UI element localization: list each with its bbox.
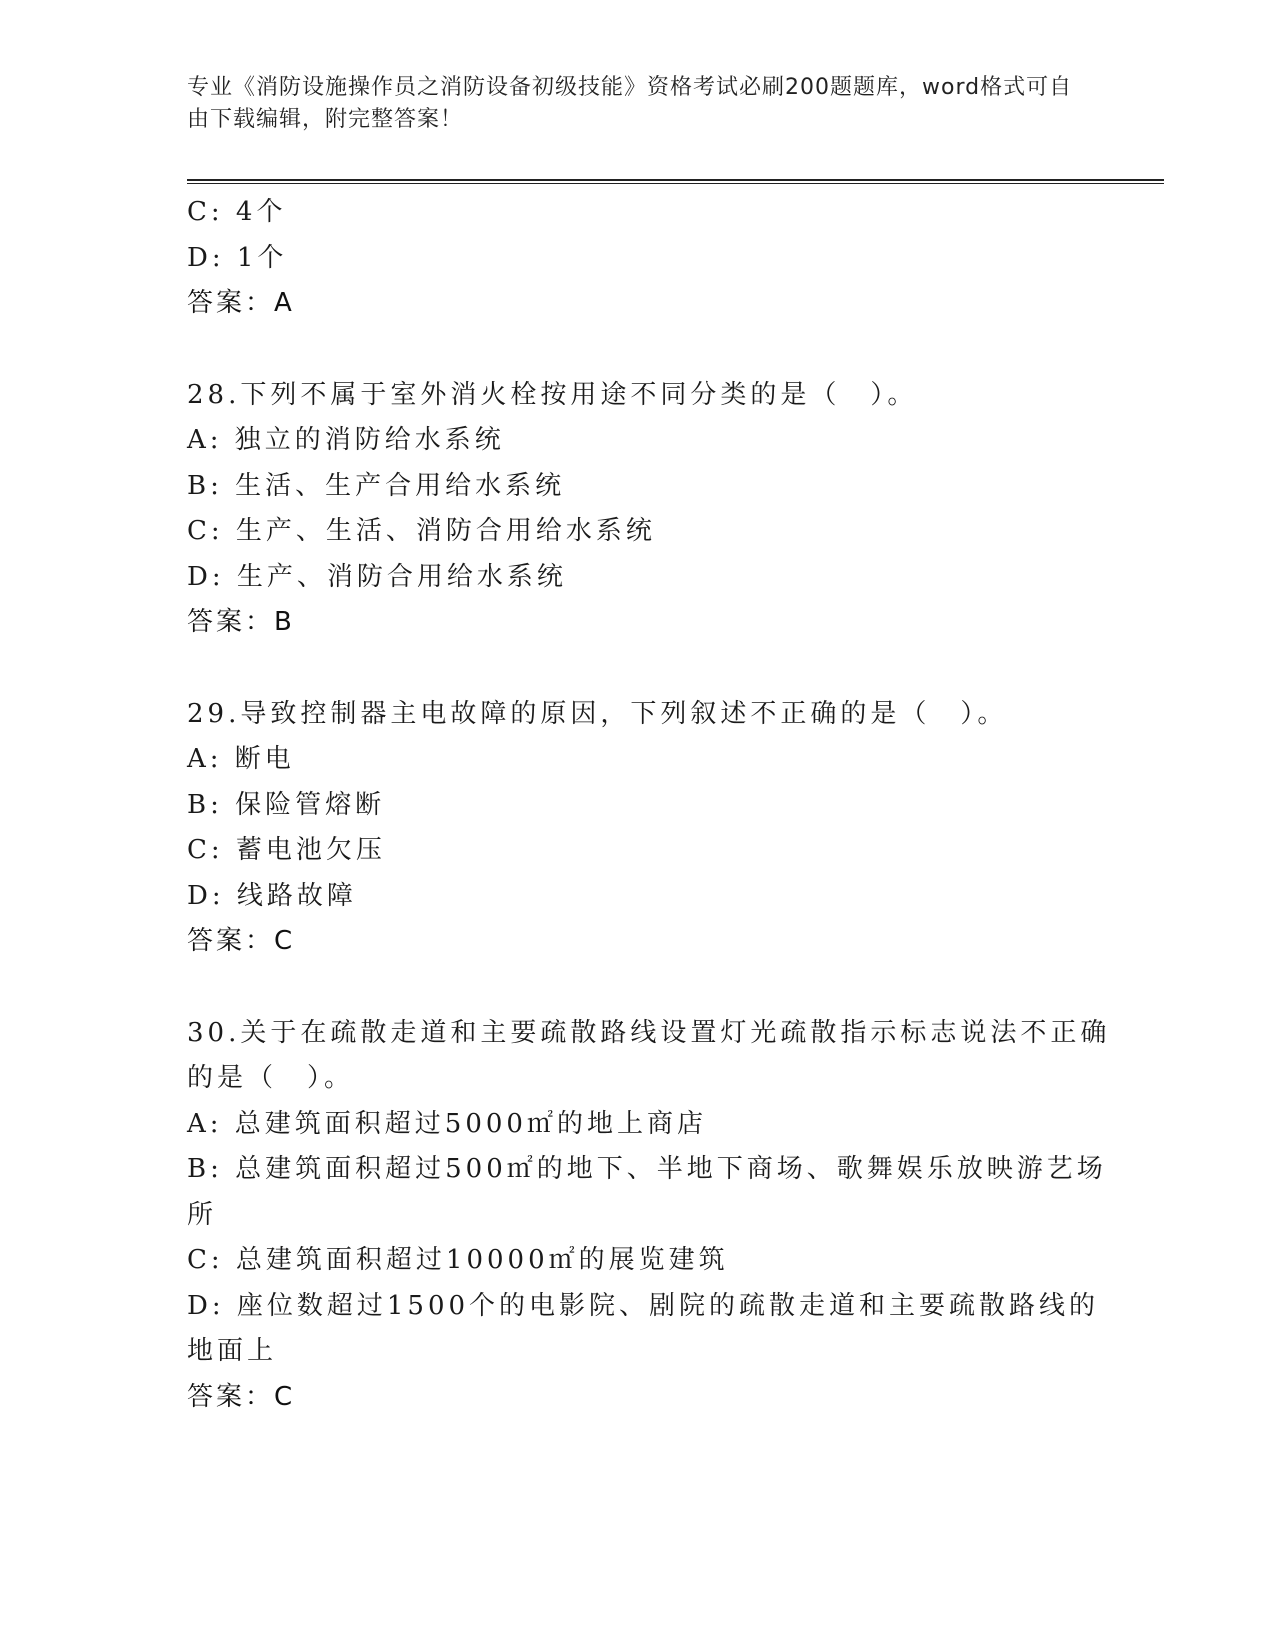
spacer [187,327,1087,373]
option-a: A: 断电 [187,744,295,774]
header-divider-thin [187,183,1164,184]
question-stem-continued: 的是（ ）。 [187,1063,355,1093]
option-a: A: 总建筑面积超过5000㎡的地上商店 [187,1108,707,1139]
option-d: D: 1个 [187,242,288,273]
question-stem: 30.关于在疏散走道和主要疏散路线设置灯光疏散指示标志说法不正确 [187,1017,1111,1048]
option-b: B: 保险管熔断 [187,789,386,820]
question-list [187,190,1111,1420]
answer-line: 答案：B [187,607,295,637]
question-stem: 28.下列不属于室外消火栓按用途不同分类的是（ ）。 [187,379,918,410]
option-d: D: 座位数超过1500个的电影院、剧院的疏散走道和主要疏散路线的 [187,1290,1100,1321]
option-c: C: 4个 [187,197,287,227]
option-c: C: 生产、生活、消防合用给水系统 [187,516,656,546]
document-header: 专业《消防设施操作员之消防设备初级技能》资格考试必刷200题题库，word格式可自由下载编辑，附完整答案！ [187,75,1073,132]
option-c: C: 蓄电池欠压 [187,835,386,865]
spacer [187,965,1087,1011]
option-c: C: 总建筑面积超过10000㎡的展览建筑 [187,1245,729,1275]
answer-line: 答案：C [187,926,296,956]
option-b: B: 生活、生产合用给水系统 [187,470,566,501]
header-divider-thick [187,179,1164,181]
spacer [187,646,1087,692]
option-d-continued: 地面上 [187,1336,278,1366]
option-d: D: 线路故障 [187,880,357,911]
answer-line: 答案：A [187,288,295,318]
answer-line: 答案：C [187,1381,296,1412]
question-stem: 29.导致控制器主电故障的原因，下列叙述不正确的是（ ）。 [187,698,1008,729]
option-b-continued: 所 [187,1199,218,1230]
option-d: D: 生产、消防合用给水系统 [187,561,567,592]
option-a: A: 独立的消防给水系统 [187,425,505,455]
option-b: B: 总建筑面积超过500㎡的地下、半地下商场、歌舞娱乐放映游艺场 [187,1154,1107,1184]
